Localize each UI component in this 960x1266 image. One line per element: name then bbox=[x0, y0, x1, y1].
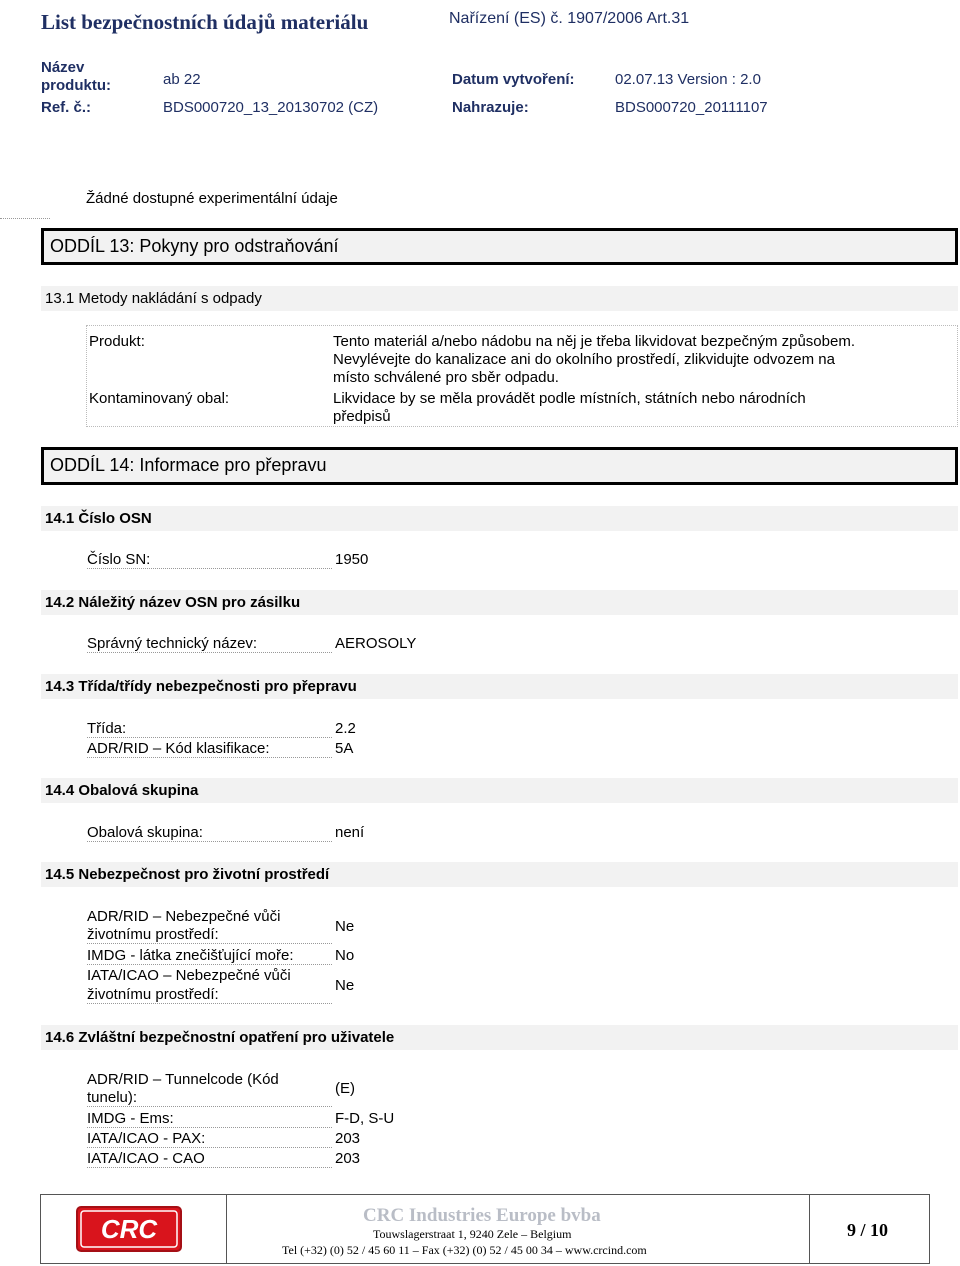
company-name: CRC Industries Europe bvba bbox=[363, 1205, 601, 1226]
subsection-14-3 bbox=[41, 674, 958, 699]
class-value: 2.2 bbox=[335, 720, 356, 737]
subsection-14-6 bbox=[41, 1025, 958, 1050]
env-imdg-label: IMDG - látka znečišťující moře: bbox=[87, 947, 332, 965]
packaging-label: Kontaminovaný obal: bbox=[89, 390, 230, 407]
product-name-value: ab 22 bbox=[163, 71, 201, 88]
iata-cao-value: 203 bbox=[335, 1150, 361, 1167]
product-name-label-2: produktu: bbox=[41, 77, 111, 94]
divider bbox=[0, 218, 50, 219]
created-label: Datum vytvoření: bbox=[452, 71, 575, 88]
product-disposal-line-2: Nevylévejte do kanalizace ani do okolního prostředí, zlikvidujte odvozem na bbox=[333, 351, 835, 368]
subsection-14-1 bbox=[41, 506, 958, 531]
created-value: 02.07.13 Version : 2.0 bbox=[615, 71, 761, 88]
subsection-14-1-title: 14.1 Číslo OSN bbox=[45, 510, 152, 527]
subsection-14-2-title: 14.2 Náležitý název OSN pro zásilku bbox=[45, 594, 301, 611]
env-adr-label-line-2: životnímu prostředí: bbox=[87, 926, 332, 944]
adr-classification-value: 5A bbox=[335, 740, 354, 757]
company-address: Touwslagerstraat 1, 9240 Zele – Belgium bbox=[373, 1227, 572, 1241]
product-name-label-1: Název bbox=[41, 59, 85, 76]
subsection-14-5 bbox=[41, 862, 958, 887]
packing-group-value: není bbox=[335, 824, 365, 841]
logo-cell bbox=[41, 1195, 227, 1263]
subsection-13-1 bbox=[41, 286, 958, 311]
adr-classification-label: ADR/RID – Kód klasifikace: bbox=[87, 740, 332, 758]
subsection-14-4 bbox=[41, 778, 958, 803]
product-disposal-line-1: Tento materiál a/nebo nádobu na něj je třeba likvidovat bezpečným způsobem. bbox=[333, 333, 855, 350]
section-13-box bbox=[41, 228, 958, 265]
imdg-ems-value: F-D, S-U bbox=[335, 1110, 395, 1127]
section-13-title: ODDÍL 13: Pokyny pro odstraňování bbox=[50, 236, 339, 256]
imdg-ems-label: IMDG - Ems: bbox=[87, 1110, 332, 1128]
product-disposal-line-3: místo schválené pro sběr odpadu. bbox=[333, 369, 559, 386]
un-number-label: Číslo SN: bbox=[87, 551, 332, 569]
ref-label: Ref. č.: bbox=[41, 99, 92, 116]
replaces-value: BDS000720_20111107 bbox=[615, 99, 768, 116]
env-adr-label-line-1: ADR/RID – Nebezpečné vůči bbox=[87, 908, 281, 925]
logo-text: CRC bbox=[100, 1214, 158, 1244]
subsection-14-5-title: 14.5 Nebezpečnost pro životní prostředí bbox=[45, 866, 330, 883]
packaging-disposal-line-2: předpisů bbox=[333, 408, 391, 425]
env-iata-label-line-2: životnímu prostředí: bbox=[87, 986, 332, 1004]
replaces-label: Nahrazuje: bbox=[452, 99, 529, 116]
subsection-13-1-title: 13.1 Metody nakládání s odpady bbox=[45, 290, 262, 307]
section-14-title: ODDÍL 14: Informace pro přepravu bbox=[50, 455, 327, 475]
class-label: Třída: bbox=[87, 720, 332, 738]
env-iata-label-line-1: IATA/ICAO – Nebezpečné vůči bbox=[87, 967, 291, 984]
un-number-value: 1950 bbox=[335, 551, 369, 568]
env-imdg-value: No bbox=[335, 947, 355, 964]
subsection-14-4-title: 14.4 Obalová skupina bbox=[45, 782, 199, 799]
tunnel-code-label-line-2: tunelu): bbox=[87, 1089, 332, 1107]
no-experimental-data-text: Žádné dostupné experimentální údaje bbox=[86, 190, 338, 207]
subsection-14-3-title: 14.3 Třída/třídy nebezpečnosti pro přepravu bbox=[45, 678, 357, 695]
product-label: Produkt: bbox=[89, 333, 145, 350]
tunnel-code-value: (E) bbox=[335, 1080, 355, 1097]
env-iata-value: Ne bbox=[335, 977, 355, 994]
regulation-reference: Nařízení (ES) č. 1907/2006 Art.31 bbox=[449, 10, 690, 27]
packaging-disposal-line-1: Likvidace by se měla provádět podle místních, státních nebo národních bbox=[333, 390, 806, 407]
crc-logo bbox=[41, 1195, 227, 1263]
section-14-box bbox=[41, 447, 958, 485]
subsection-14-6-title: 14.6 Zvláštní bezpečnostní opatření pro uživatele bbox=[45, 1029, 395, 1046]
iata-pax-value: 203 bbox=[335, 1130, 361, 1147]
iata-cao-label: IATA/ICAO - CAO bbox=[87, 1150, 332, 1168]
tunnel-code-label-line-1: ADR/RID – Tunnelcode (Kód bbox=[87, 1071, 279, 1088]
packing-group-label: Obalová skupina: bbox=[87, 824, 332, 842]
page-number: 9 / 10 bbox=[847, 1220, 889, 1240]
page-footer bbox=[40, 1194, 930, 1264]
company-contact: Tel (+32) (0) 52 / 45 60 11 – Fax (+32) (0) 52 / 45 00 34 – www.crcind.com bbox=[282, 1243, 647, 1257]
shipping-name-value: AEROSOLY bbox=[335, 635, 417, 652]
subsection-14-2 bbox=[41, 590, 958, 615]
env-adr-value: Ne bbox=[335, 918, 355, 935]
ref-value: BDS000720_13_20130702 (CZ) bbox=[163, 99, 379, 116]
iata-pax-label: IATA/ICAO - PAX: bbox=[87, 1130, 332, 1148]
document-title: List bezpečnostních údajů materiálu bbox=[41, 10, 369, 34]
page-number-cell bbox=[809, 1195, 929, 1263]
shipping-name-label: Správný technický název: bbox=[87, 635, 332, 653]
